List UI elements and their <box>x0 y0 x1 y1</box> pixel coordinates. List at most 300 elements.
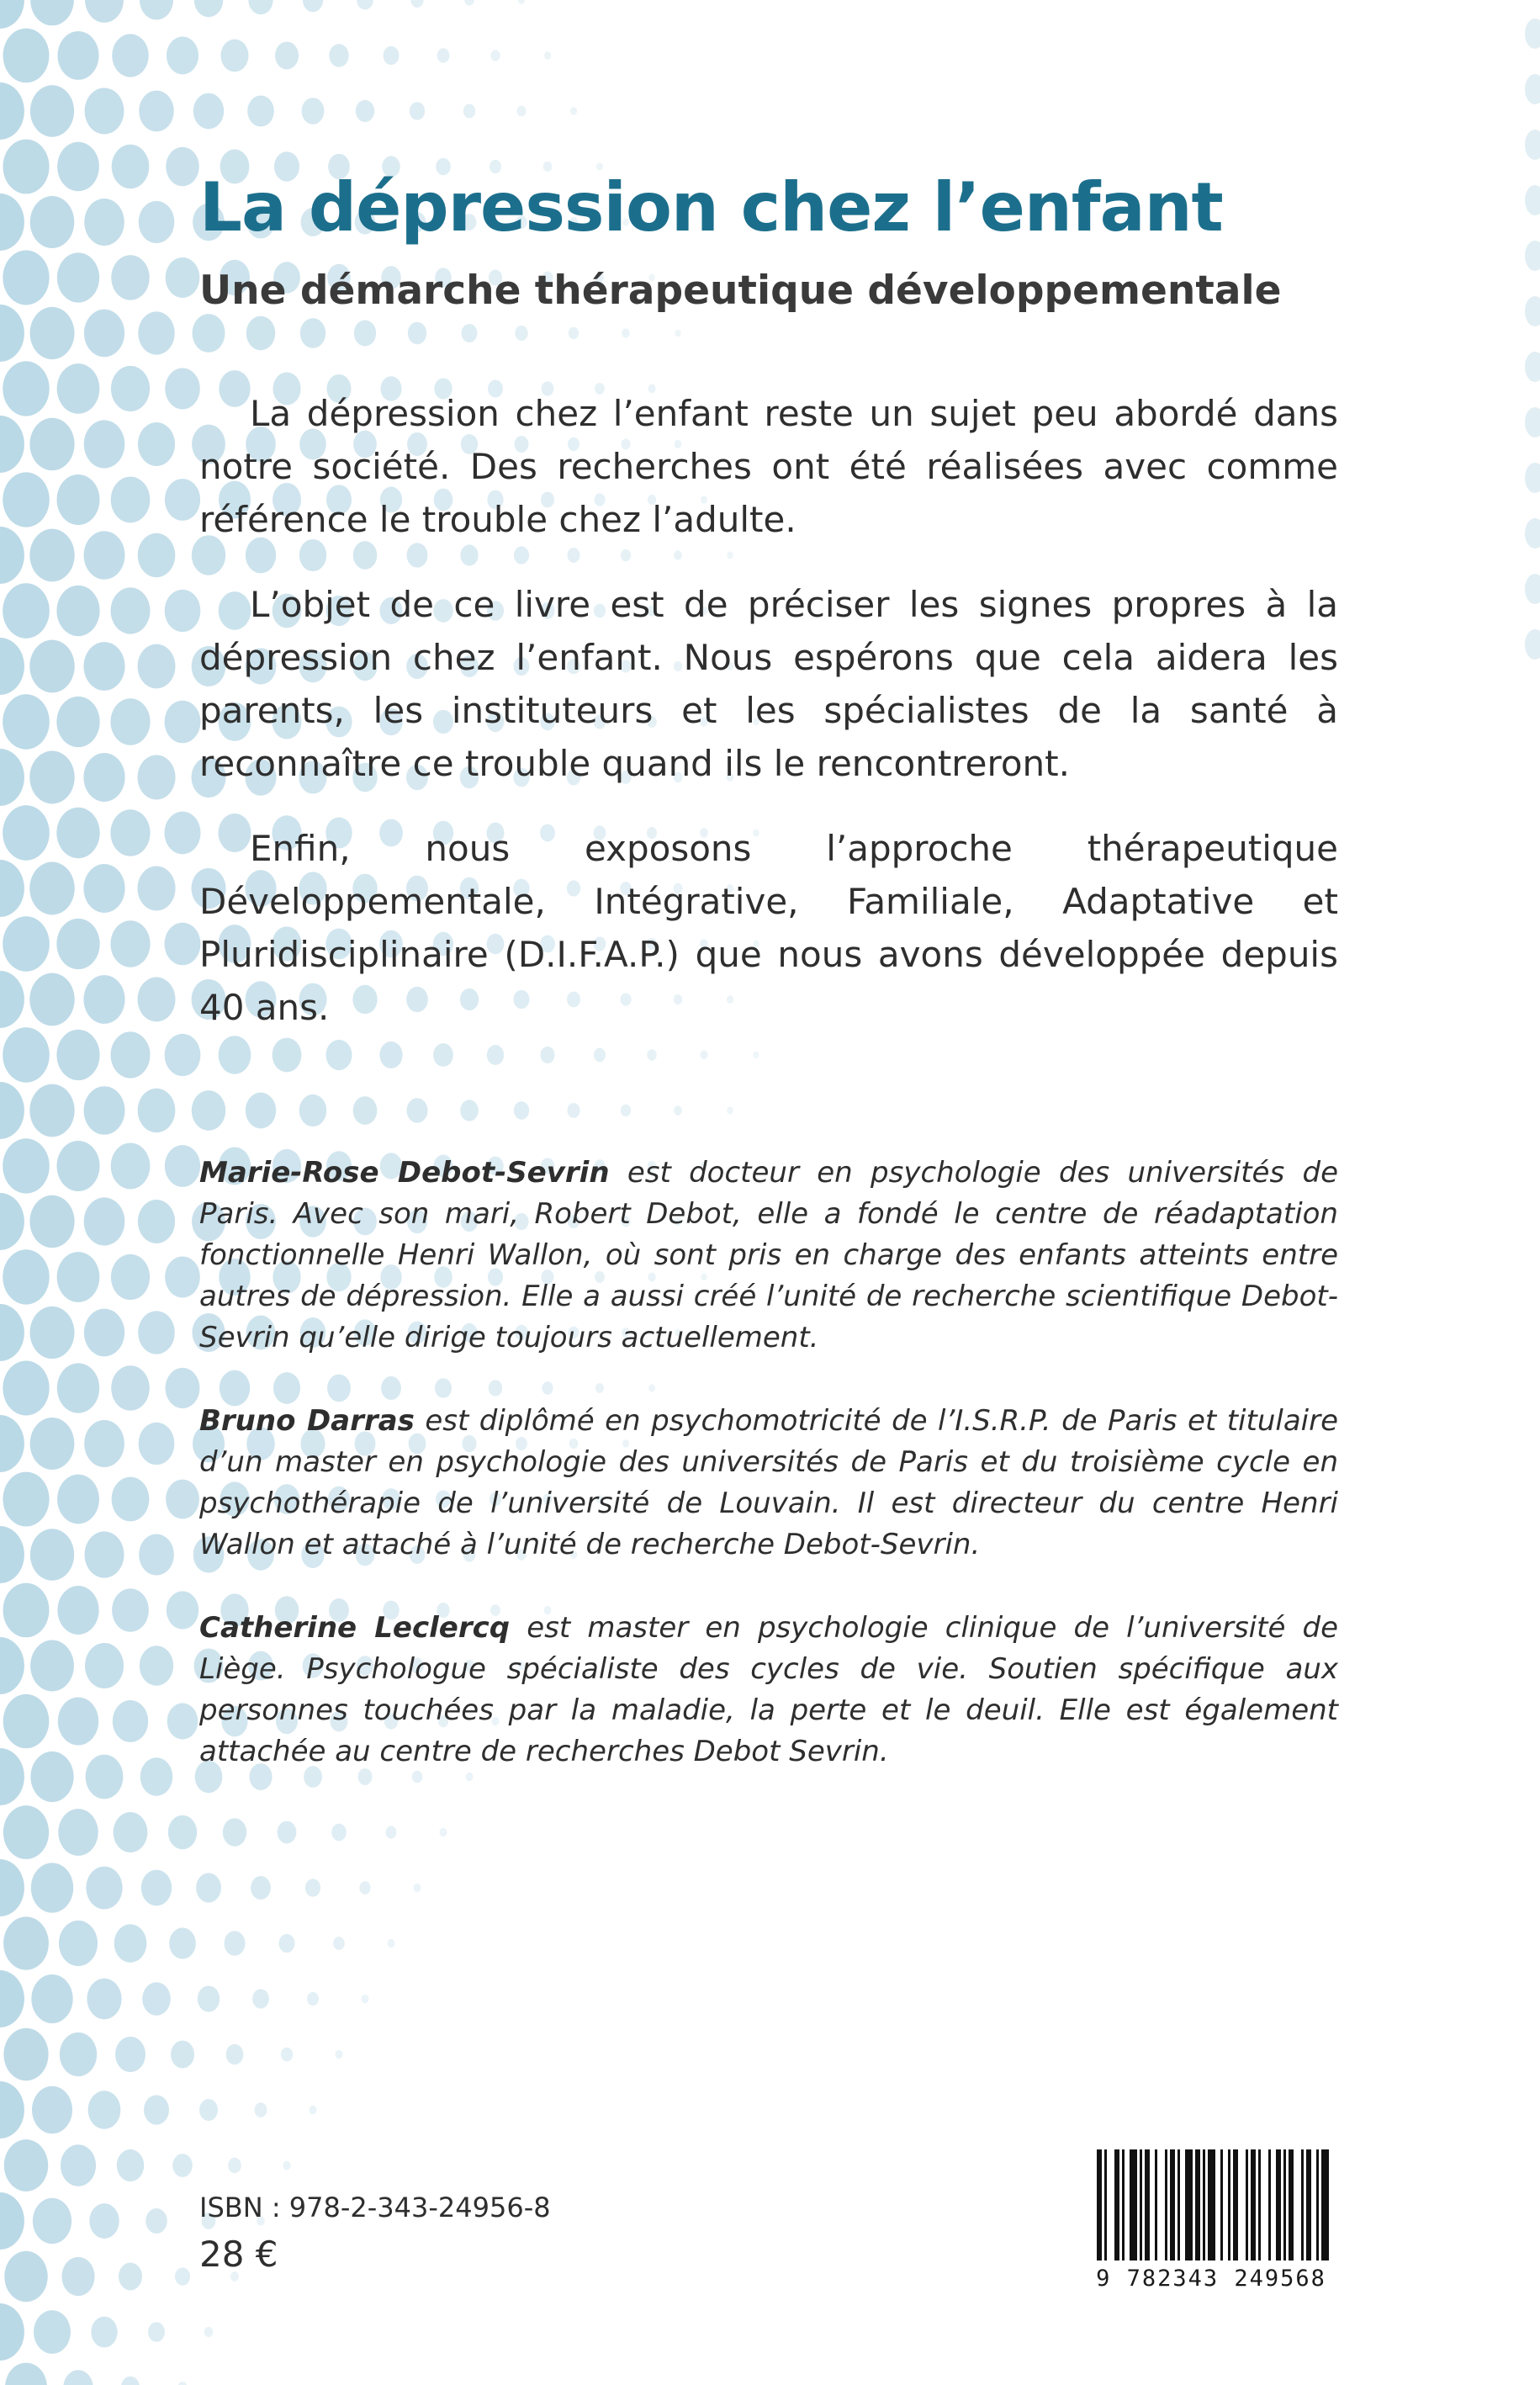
background-dot <box>142 1982 171 2016</box>
background-dot <box>335 2050 342 2059</box>
background-dot <box>246 1093 276 1129</box>
background-dot <box>165 923 201 966</box>
background-dot <box>61 2257 94 2296</box>
author-bio <box>199 1153 1338 1359</box>
background-dot <box>29 1195 74 1248</box>
background-dot <box>138 1089 176 1133</box>
background-dot <box>140 0 173 20</box>
background-dot <box>194 0 224 17</box>
background-dot <box>57 252 99 302</box>
background-dot <box>111 477 151 523</box>
background-dot <box>30 1640 74 1692</box>
background-dot <box>440 1828 447 1837</box>
book-title: La dépression chez l’enfant <box>199 168 1223 246</box>
background-dot <box>302 98 325 125</box>
background-dot <box>138 311 174 354</box>
background-dot <box>204 2327 214 2338</box>
barcode-bar <box>1114 2149 1119 2260</box>
background-dot <box>515 326 527 341</box>
background-dot <box>3 916 50 971</box>
background-dot <box>1525 185 1540 215</box>
background-dot <box>221 40 249 72</box>
background-dot <box>410 102 425 119</box>
background-dot <box>4 2139 48 2192</box>
background-dot <box>115 2037 146 2072</box>
isbn-label: ISBN : 978-2-343-24956-8 <box>199 2192 551 2223</box>
background-dot <box>164 812 200 855</box>
author-description: est diplômé en psychomotricité de l’I.S.R.P. de Paris et titulaire d’un master en psychologie des universités de Paris et du troisième cycle en psychothérapie de l’université de Louvain. Il est directeur du centre Henri Wallon et attaché à l’unité de recherche Debot-Sevrin. <box>199 1404 1338 1561</box>
background-dot <box>3 1138 50 1193</box>
background-dot <box>165 590 201 632</box>
background-dot <box>112 34 149 77</box>
barcode-bar <box>1185 2149 1193 2260</box>
book-subtitle: Une démarche thérapeutique développementale <box>199 268 1282 314</box>
background-dot <box>3 140 49 194</box>
background-dot <box>518 0 525 4</box>
background-dot <box>139 91 173 132</box>
barcode-bar <box>1321 2149 1329 2260</box>
background-dot <box>31 1863 73 1912</box>
summary-paragraph: La dépression chez l’enfant reste un sujet peu abordé dans notre société. Des recherches ont été réalisées avec comme référence le trouble chez l’adulte. <box>199 393 1338 540</box>
barcode-bar <box>1301 2149 1304 2260</box>
background-dot <box>57 142 99 192</box>
background-dot <box>110 698 150 745</box>
background-dot <box>138 644 176 689</box>
background-dot <box>674 1105 682 1116</box>
background-dot <box>514 1101 529 1120</box>
background-dot <box>570 107 577 115</box>
background-dot <box>0 1193 24 1250</box>
barcode-bar <box>1177 2149 1180 2260</box>
background-dot <box>165 479 200 521</box>
background-dot <box>111 1254 150 1300</box>
author-bios <box>199 1153 1338 1815</box>
background-dot <box>3 472 50 527</box>
background-dot <box>3 1249 49 1304</box>
background-dot <box>226 2044 244 2064</box>
barcode-bar <box>1203 2149 1205 2260</box>
background-dot <box>112 1588 149 1631</box>
background-dot <box>56 1141 99 1191</box>
price-label: 28 € <box>199 2234 278 2275</box>
background-dot <box>1525 241 1540 271</box>
barcode-bar <box>1170 2149 1175 2260</box>
background-dot <box>57 1475 99 1524</box>
background-dot <box>193 93 224 130</box>
barcode-bar <box>1289 2149 1294 2260</box>
background-dot <box>57 1586 98 1635</box>
background-dot <box>84 1197 125 1245</box>
background-dot <box>85 0 124 23</box>
background-dot <box>137 755 175 799</box>
author-name: Marie-Rose Debot-Sevrin <box>199 1156 610 1190</box>
background-dot <box>138 533 176 577</box>
background-dot <box>3 1472 49 1527</box>
background-dot <box>167 1703 198 1739</box>
background-dot <box>113 1700 148 1742</box>
background-dot <box>114 1924 147 1962</box>
background-dot <box>111 1143 151 1190</box>
background-dot <box>0 1304 24 1361</box>
background-dot <box>0 1970 24 2027</box>
background-dot <box>114 1812 148 1852</box>
background-dot <box>247 95 274 126</box>
background-dot <box>283 2161 290 2170</box>
background-dot <box>309 2106 316 2115</box>
barcode <box>1085 2149 1337 2309</box>
background-dot <box>30 1418 75 1470</box>
background-dot <box>408 322 426 344</box>
background-dot <box>406 1098 427 1123</box>
background-dot <box>85 1531 124 1577</box>
background-dot <box>29 529 74 582</box>
background-dot <box>138 978 176 1022</box>
background-dot <box>255 2102 267 2117</box>
background-dot <box>0 971 24 1028</box>
background-dot <box>30 1752 73 1802</box>
background-dot <box>3 361 49 416</box>
background-dot <box>87 1979 121 2020</box>
barcode-bar <box>1233 2149 1238 2260</box>
background-dot <box>139 1534 174 1575</box>
background-dot <box>437 48 450 62</box>
background-dot <box>0 860 24 917</box>
background-dot <box>224 1931 245 1955</box>
background-dot <box>462 324 478 342</box>
background-dot <box>83 864 124 913</box>
background-dot <box>138 1200 175 1243</box>
background-dot <box>544 51 551 60</box>
barcode-bar <box>1195 2149 1200 2260</box>
background-dot <box>388 1939 395 1948</box>
background-dot <box>354 321 376 347</box>
background-dot <box>171 2041 194 2069</box>
background-dot <box>85 87 124 134</box>
background-dot <box>84 1086 125 1135</box>
background-dot <box>84 531 125 580</box>
background-dot <box>57 31 98 80</box>
background-dot <box>139 1423 175 1465</box>
background-dot <box>1525 296 1540 326</box>
summary-paragraph: L’objet de ce livre est de préciser les signes propres à la dépression chez l’enfant. Nous espérons que cela aidera les parents, les instituteurs et les spécialistes de la santé à reconnaître ce trouble quand ils le rencontreront. <box>199 584 1338 784</box>
background-dot <box>248 0 273 14</box>
background-dot <box>3 1583 50 1638</box>
background-dot <box>567 1103 579 1118</box>
barcode-bar <box>1130 2149 1137 2260</box>
background-dot <box>111 366 150 411</box>
background-dot <box>111 1031 151 1078</box>
background-dot <box>56 586 99 636</box>
background-dot <box>141 1870 172 1906</box>
background-dot <box>144 2095 169 2124</box>
background-dot <box>307 1992 319 2006</box>
background-dot <box>228 2158 241 2173</box>
background-dot <box>29 862 74 915</box>
background-dot <box>57 474 100 525</box>
barcode-bar <box>1140 2149 1142 2260</box>
background-dot <box>175 2267 190 2285</box>
background-dot <box>30 85 74 136</box>
background-dot <box>140 1646 173 1685</box>
background-dot <box>165 1145 200 1187</box>
background-dot <box>111 255 149 299</box>
barcode-bar <box>1246 2149 1248 2260</box>
background-dot <box>85 1643 124 1688</box>
background-dot <box>33 2198 71 2244</box>
background-dot <box>5 2363 47 2385</box>
barcode-bar <box>1145 2149 1150 2260</box>
background-dot <box>177 2382 188 2385</box>
background-dot <box>252 1989 269 2008</box>
background-dot <box>333 1937 344 1950</box>
background-dot <box>384 46 400 65</box>
background-dot <box>517 106 527 117</box>
background-dot <box>30 1306 75 1359</box>
background-dot <box>281 2048 293 2062</box>
background-dot <box>30 0 74 25</box>
barcode-bars <box>1092 2149 1331 2264</box>
background-dot <box>138 1311 175 1354</box>
barcode-bar <box>1122 2149 1125 2260</box>
background-dot <box>3 1805 49 1859</box>
background-dot <box>32 2086 72 2133</box>
background-dot <box>168 1815 197 1850</box>
barcode-bar <box>1276 2149 1281 2260</box>
background-dot <box>84 199 124 246</box>
background-dot <box>137 866 175 910</box>
background-dot <box>165 701 201 744</box>
background-dot <box>198 1985 220 2011</box>
background-dot <box>139 201 175 243</box>
background-dot <box>1525 74 1540 104</box>
background-dot <box>165 368 200 410</box>
background-dot <box>61 2144 96 2186</box>
background-dot <box>111 587 151 633</box>
background-dot <box>0 527 24 584</box>
background-dot <box>199 2099 218 2121</box>
background-dot <box>251 1876 271 1900</box>
background-dot <box>460 1100 479 1121</box>
background-dot <box>83 975 124 1024</box>
background-dot <box>3 1916 49 1969</box>
background-dot <box>30 196 75 248</box>
background-dot <box>3 694 50 749</box>
background-dot <box>0 638 24 695</box>
background-dot <box>278 1821 297 1844</box>
background-dot <box>83 753 124 802</box>
background-dot <box>3 2028 48 2081</box>
background-dot <box>30 307 75 359</box>
background-dot <box>300 318 325 348</box>
background-dot <box>0 1637 24 1694</box>
background-dot <box>329 44 348 66</box>
background-dot <box>193 314 225 352</box>
summary-paragraph: Enfin, nous exposons l’approche thérapeutique Développementale, Intégrative, Familiale, Adaptative et Pluridisciplinaire (D.I.F.A.P.) que nous avons développée depuis 40 ans. <box>199 828 1338 1028</box>
background-dot <box>166 1368 200 1408</box>
background-dot <box>86 1867 122 1910</box>
background-dot <box>34 2310 71 2354</box>
background-dot <box>60 2033 97 2076</box>
background-dot <box>56 1030 99 1080</box>
background-dot <box>112 145 150 188</box>
book-summary <box>199 387 1338 1066</box>
background-dot <box>1525 629 1540 660</box>
background-dot <box>84 1420 124 1467</box>
background-dot <box>84 420 125 468</box>
barcode-bar <box>1316 2149 1319 2260</box>
background-dot <box>727 1106 733 1114</box>
background-dot <box>0 1859 24 1916</box>
background-dot <box>464 0 474 6</box>
background-dot <box>303 0 323 12</box>
background-dot <box>110 809 150 856</box>
background-dot <box>111 1365 150 1411</box>
background-dot <box>223 1818 246 1846</box>
background-dot <box>57 1252 100 1302</box>
barcode-digits: 9 782343 249568 <box>1096 2266 1326 2292</box>
author-bio <box>199 1608 1338 1773</box>
background-dot <box>138 422 175 466</box>
background-dot <box>0 416 24 473</box>
barcode-bar <box>1097 2149 1102 2260</box>
background-dot <box>4 2251 47 2302</box>
background-dot <box>117 2149 144 2181</box>
background-dot <box>121 2377 140 2385</box>
background-dot <box>675 330 680 337</box>
barcode-bar <box>1208 2149 1215 2260</box>
background-dot <box>246 316 276 351</box>
background-dot <box>166 147 199 187</box>
background-dot <box>0 1082 24 1139</box>
background-dot <box>165 1256 200 1297</box>
barcode-bar <box>1155 2149 1157 2260</box>
background-dot <box>331 1824 347 1842</box>
background-dot <box>357 0 373 10</box>
background-dot <box>167 1591 198 1629</box>
background-dot <box>169 1927 196 1958</box>
background-dot <box>29 418 74 471</box>
background-dot <box>58 1809 98 1856</box>
background-dot <box>0 2303 24 2361</box>
background-dot <box>3 805 50 860</box>
background-dot <box>1525 463 1540 493</box>
background-dot <box>63 2370 93 2385</box>
background-dot <box>140 1757 173 1795</box>
author-name: Bruno Darras <box>199 1404 415 1438</box>
background-dot <box>146 2208 167 2234</box>
author-bio <box>199 1401 1338 1566</box>
background-dot <box>196 1873 221 1902</box>
background-dot <box>57 363 100 414</box>
background-dot <box>29 1084 74 1137</box>
barcode-bar <box>1228 2149 1230 2260</box>
background-dot <box>86 1755 124 1799</box>
barcode-bar <box>1283 2149 1286 2260</box>
background-dot <box>83 642 124 691</box>
background-dot <box>275 42 299 70</box>
background-dot <box>119 2263 142 2291</box>
background-dot <box>3 583 50 638</box>
author-description: est docteur en psychologie des universités de Paris. Avec son mari, Robert Debot, elle a fondé le centre de réadaptation fonctionnelle Henri Wallon, où sont pris en charge des enfants atteints entre autres de dépression. Elle a aussi créé l’unité de recherche scientifique Debot-Sevrin qu’elle dirige toujours actuellement. <box>199 1156 1338 1354</box>
background-dot <box>166 257 200 298</box>
background-dot <box>1525 352 1540 382</box>
background-dot <box>88 2091 121 2129</box>
background-dot <box>165 1034 201 1076</box>
background-dot <box>3 250 49 305</box>
barcode-bar <box>1258 2149 1261 2260</box>
background-dot <box>56 808 99 858</box>
background-dot <box>463 104 475 119</box>
background-dot <box>56 697 99 747</box>
background-dot <box>29 640 74 693</box>
background-dot <box>110 920 150 967</box>
background-dot <box>414 1884 421 1893</box>
background-dot <box>1525 19 1540 49</box>
background-dot <box>305 1879 320 1896</box>
background-dot <box>112 1477 150 1522</box>
background-dot <box>172 2154 193 2177</box>
background-dot <box>59 1921 98 1966</box>
author-description: est master en psychologie clinique de l’université de Liège. Psychologue spécialiste des cycles de vie. Soutien spécifique aux personnes touchées par la maladie, la perte et le deuil. Elle est également attachée au centre de recherches Debot Sevrin. <box>199 1611 1339 1768</box>
background-dot <box>57 1363 99 1412</box>
background-dot <box>0 82 24 140</box>
background-dot <box>3 1694 50 1748</box>
background-dot <box>359 1881 370 1894</box>
background-dot <box>91 2317 117 2348</box>
background-dot <box>386 1826 397 1838</box>
background-dot <box>362 1995 369 2004</box>
background-dot <box>0 1526 24 1583</box>
background-dot <box>0 1415 24 1472</box>
background-dot <box>166 1480 199 1519</box>
background-dot <box>84 1309 124 1357</box>
barcode-bar <box>1104 2149 1107 2260</box>
barcode-bar <box>1306 2149 1311 2260</box>
background-dot <box>569 327 579 339</box>
background-dot <box>0 2192 24 2250</box>
background-dot <box>31 1974 72 2023</box>
background-dot <box>0 749 24 806</box>
background-dot <box>29 751 74 804</box>
background-dot <box>3 1360 49 1415</box>
background-dot <box>0 2081 24 2139</box>
background-dot <box>1525 130 1540 160</box>
background-dot <box>148 2322 165 2341</box>
background-dot <box>192 1090 226 1131</box>
background-dot <box>353 1096 378 1125</box>
background-dot <box>410 0 423 8</box>
background-dot <box>1525 407 1540 437</box>
barcode-bar <box>1220 2149 1223 2260</box>
background-dot <box>0 305 24 362</box>
barcode-bar <box>1251 2149 1256 2260</box>
background-dot <box>622 328 630 337</box>
background-dot <box>84 310 124 358</box>
background-dot <box>89 2203 119 2239</box>
background-dot <box>56 919 99 969</box>
background-dot <box>621 1105 631 1117</box>
background-dot <box>3 1027 50 1082</box>
background-dot <box>279 1934 295 1953</box>
background-dot <box>29 973 74 1026</box>
barcode-bar <box>1268 2149 1271 2260</box>
background-dot <box>0 0 24 29</box>
background-dot <box>356 100 374 122</box>
barcode-bar <box>1165 2149 1167 2260</box>
background-dot <box>3 29 50 83</box>
background-dot <box>167 37 198 75</box>
background-dot <box>490 50 500 61</box>
